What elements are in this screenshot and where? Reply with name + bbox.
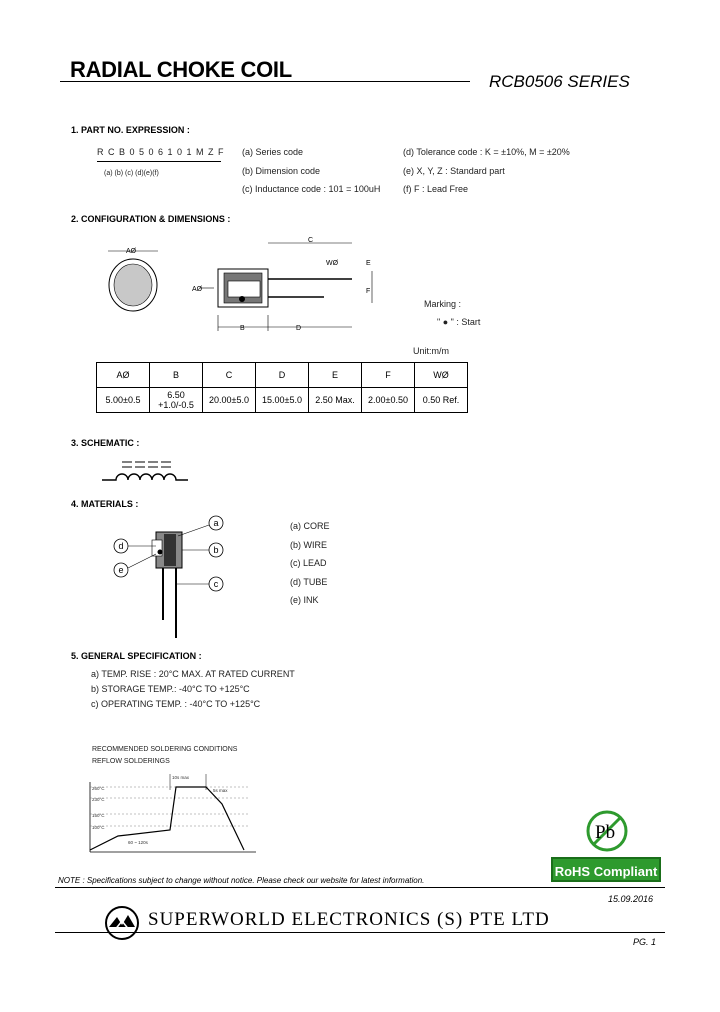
table-cell: 2.00±0.50 xyxy=(362,388,415,413)
materials-drawing xyxy=(108,510,228,640)
material-tube: (d) TUBE xyxy=(290,577,328,587)
svg-text:D: D xyxy=(296,325,302,332)
soldering-subtitle: REFLOW SOLDERINGS xyxy=(92,758,170,765)
svg-text:100°C: 100°C xyxy=(92,825,105,830)
section-materials: 4. MATERIALS : xyxy=(71,499,139,509)
table-header-cell: AØ xyxy=(97,363,150,388)
callout-a: a xyxy=(213,518,219,528)
table-header-cell: C xyxy=(203,363,256,388)
section-part-no: 1. PART NO. EXPRESSION : xyxy=(71,125,190,135)
company-logo-icon xyxy=(104,905,140,941)
svg-text:B: B xyxy=(240,325,245,332)
part-code-underline xyxy=(97,161,221,162)
callout-d: d xyxy=(118,541,124,551)
part-desc-a: (a) Series code xyxy=(242,147,304,157)
svg-text:AØ: AØ xyxy=(126,248,137,255)
series-name: RCB0506 SERIES xyxy=(489,72,630,91)
svg-text:10s max: 10s max xyxy=(172,775,190,780)
part-code: R C B 0 5 0 6 1 0 1 M Z F xyxy=(97,147,225,157)
document-title: RADIAL CHOKE COIL xyxy=(70,57,292,82)
table-header-cell: F xyxy=(362,363,415,388)
spec-temp-rise: a) TEMP. RISE : 20°C MAX. AT RATED CURRENT xyxy=(91,669,295,679)
section-schematic: 3. SCHEMATIC : xyxy=(71,438,140,448)
document-date: 15.09.2016 xyxy=(608,894,654,904)
section-config: 2. CONFIGURATION & DIMENSIONS : xyxy=(71,214,231,224)
material-ink: (e) INK xyxy=(290,595,319,605)
table-header-cell: B xyxy=(150,363,203,388)
dimension-table xyxy=(96,362,468,413)
svg-text:AØ: AØ xyxy=(192,286,203,293)
part-code-labels: (a) (b) (c) (d)(e)(f) xyxy=(104,170,159,177)
material-lead: (c) LEAD xyxy=(290,558,327,568)
marking-label: Marking : xyxy=(424,299,462,309)
spec-operating-temp: c) OPERATING TEMP. : -40°C TO +125°C xyxy=(91,699,261,709)
svg-text:E: E xyxy=(366,260,371,267)
part-desc-d: (d) Tolerance code : K = ±10%, M = ±20% xyxy=(403,147,570,157)
dimension-drawing xyxy=(100,235,390,335)
svg-text:60 ~ 120s: 60 ~ 120s xyxy=(128,840,148,845)
table-cell: 20.00±5.0 xyxy=(203,388,256,413)
page-number: PG. 1 xyxy=(633,937,657,947)
pb-free-icon xyxy=(582,806,632,856)
table-header-cell: E xyxy=(309,363,362,388)
table-row xyxy=(97,388,468,413)
title-rule xyxy=(60,81,470,82)
table-cell: 2.50 Max. xyxy=(309,388,362,413)
coil-body xyxy=(152,532,182,568)
svg-text:260°C: 260°C xyxy=(92,786,105,791)
coil-side-view xyxy=(192,237,372,332)
part-desc-b: (b) Dimension code xyxy=(242,166,321,176)
table-cell: 0.50 Ref. xyxy=(415,388,468,413)
svg-text:5s max: 5s max xyxy=(213,788,228,793)
callout-e: e xyxy=(118,565,124,575)
callout-c-right: c xyxy=(213,579,219,589)
svg-text:230°C: 230°C xyxy=(92,797,105,802)
svg-text:C: C xyxy=(308,237,314,244)
table-header-row xyxy=(97,363,468,388)
svg-text:WØ: WØ xyxy=(326,260,339,267)
svg-text:150°C: 150°C xyxy=(92,813,105,818)
company-name: SUPERWORLD ELECTRONICS (S) PTE LTD xyxy=(148,909,550,930)
coil-top-view xyxy=(108,248,158,311)
table-cell: 15.00±5.0 xyxy=(256,388,309,413)
part-desc-e: (e) X, Y, Z : Standard part xyxy=(403,166,505,176)
spec-storage-temp: b) STORAGE TEMP.: -40°C TO +125°C xyxy=(91,684,250,694)
marking-value: " ● " : Start xyxy=(437,317,481,327)
footer-rule-bottom xyxy=(55,932,665,933)
section-general: 5. GENERAL SPECIFICATION : xyxy=(71,651,202,661)
footer-rule-top xyxy=(55,887,665,888)
footer-note: NOTE : Specifications subject to change without notice. Please check our website for latest information. xyxy=(58,876,425,885)
unit-label: Unit:m/m xyxy=(413,346,449,356)
inductor-schematic xyxy=(98,458,193,490)
rohs-badge: RoHS Compliant xyxy=(551,857,661,882)
material-wire: (b) WIRE xyxy=(290,540,327,550)
reflow-profile-chart xyxy=(88,770,258,854)
part-desc-f: (f) F : Lead Free xyxy=(403,184,469,194)
table-cell: 6.50 +1.0/-0.5 xyxy=(150,388,203,413)
table-header-cell: D xyxy=(256,363,309,388)
part-desc-c: (c) Inductance code : 101 = 100uH xyxy=(242,184,381,194)
table-cell: 5.00±0.5 xyxy=(97,388,150,413)
svg-text:F: F xyxy=(366,288,371,295)
material-core: (a) CORE xyxy=(290,521,330,531)
table-header-cell: WØ xyxy=(415,363,468,388)
callout-b: b xyxy=(213,545,219,555)
soldering-title: RECOMMENDED SOLDERING CONDITIONS xyxy=(92,746,238,753)
pb-text: Pb xyxy=(595,822,616,843)
